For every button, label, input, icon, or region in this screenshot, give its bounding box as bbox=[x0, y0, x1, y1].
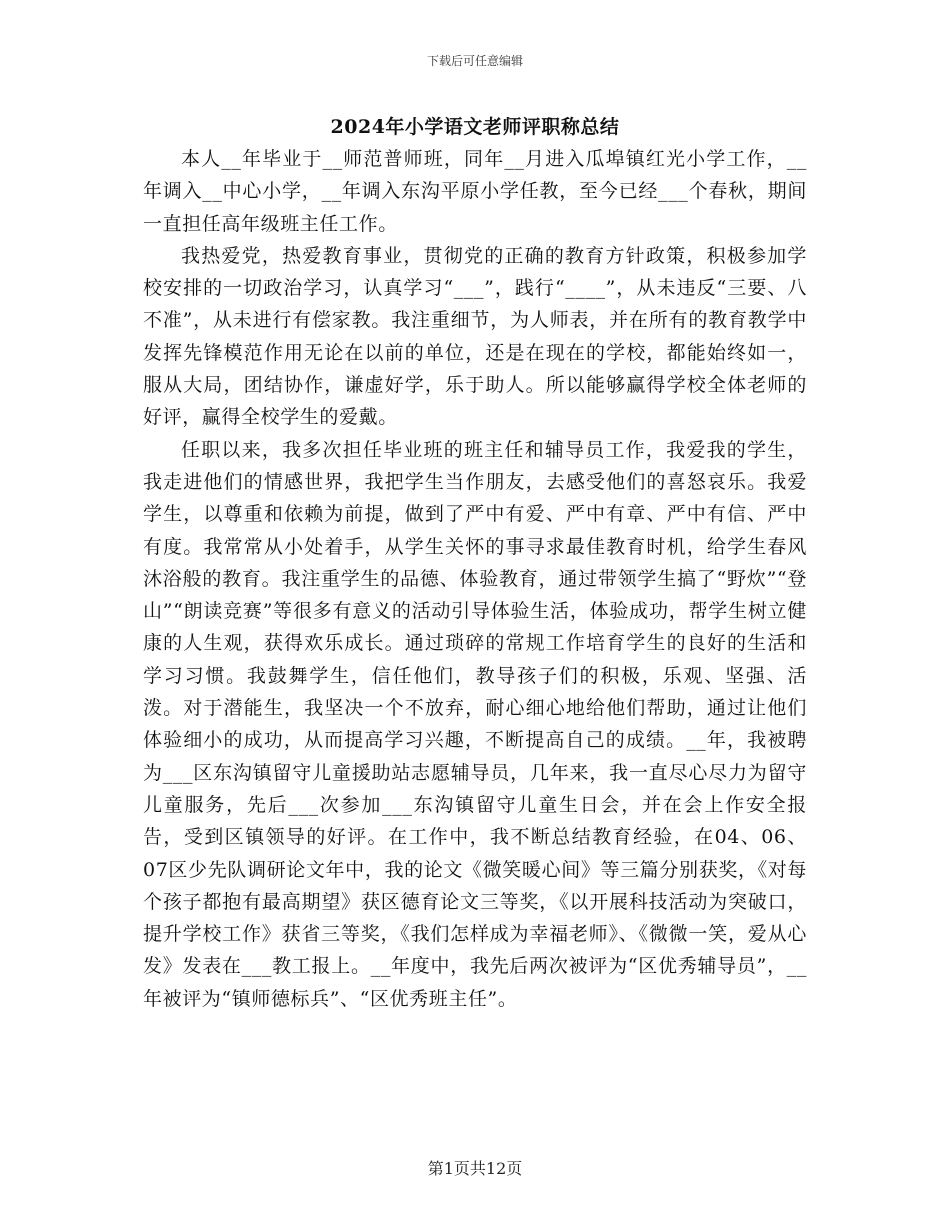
paragraph: 任职以来，我多次担任毕业班的班主任和辅导员工作，我爱我的学生，我走进他们的情感世界，我把学生当作朋友，去感受他们的喜怒哀乐。我爱学生，以尊重和依赖为前提，做到了严中有爱、严中有章、严中有信、严中有度。我常常从小处着手，从学生关怀的事寻求最佳教育时机，给学生春风沐浴般的教育。我注重学生的品德、体验教育，通过带领学生搞了“野炊”“登山”“朗读竞赛”等很多有意义的活动引导体验生活，体验成功，帮学生树立健康的人生观，获得欢乐成长。通过琐碎的常规工作培育学生的良好的生活和学习习惯。我鼓舞学生，信任他们，教导孩子们的积极，乐观、坚强、活泼。对于潜能生，我坚决一个不放弃，耐心细心地给他们帮助，通过让他们体验细小的成功，从而提高学习兴趣，不断提高自己的成绩。__年，我被聘为___区东沟镇留守儿童援助站志愿辅导员，几年来，我一直尽心尽力为留守儿童服务，先后___次参加___东沟镇留守儿童生日会，并在会上作安全报告，受到区镇领导的好评。在工作中，我不断总结教育经验，在04、06、07区少先队调研论文年中，我的论文《微笑暖心间》等三篇分别获奖，《对每个孩子都抱有最高期望》获区德育论文三等奖，《以开展科技活动为突破口，提升学校工作》获省三等奖，《我们怎样成为幸福老师》、《微微一笑，爱从心发》发表在___教工报上。__年度中，我先后两次被评为“区优秀辅导员”，__年被评为“镇师德标兵”、“区优秀班主任”。 bbox=[143, 438, 807, 1010]
page-number: 第1页共12页 bbox=[427, 1159, 523, 1178]
document-title: 2024年小学语文老师评职称总结 bbox=[330, 116, 620, 138]
document-body bbox=[143, 143, 807, 1015]
paragraph: 本人__年毕业于__师范普师班，同年__月进入瓜埠镇红光小学工作，__年调入__中心小学，__年调入东沟平原小学任教，至今已经___个春秋，期间一直担任高年级班主任工作。 bbox=[143, 148, 807, 235]
paragraph: 我热爱党，热爱教育事业，贯彻党的正确的教育方针政策，积极参加学校安排的一切政治学习，认真学习“___”，践行“____”，从未违反“三要、八不准”，从未进行有偿家教。我注重细节，为人师表，并在所有的教育教学中发挥先锋模范作用无论在以前的单位，还是在现在的学校，都能始终如一，服从大局，团结协作，谦虚好学，乐于助人。所以能够赢得学校全体老师的好评，赢得全校学生的爱戴。 bbox=[143, 244, 807, 429]
header-note: 下载后可任意编辑 bbox=[426, 54, 523, 68]
